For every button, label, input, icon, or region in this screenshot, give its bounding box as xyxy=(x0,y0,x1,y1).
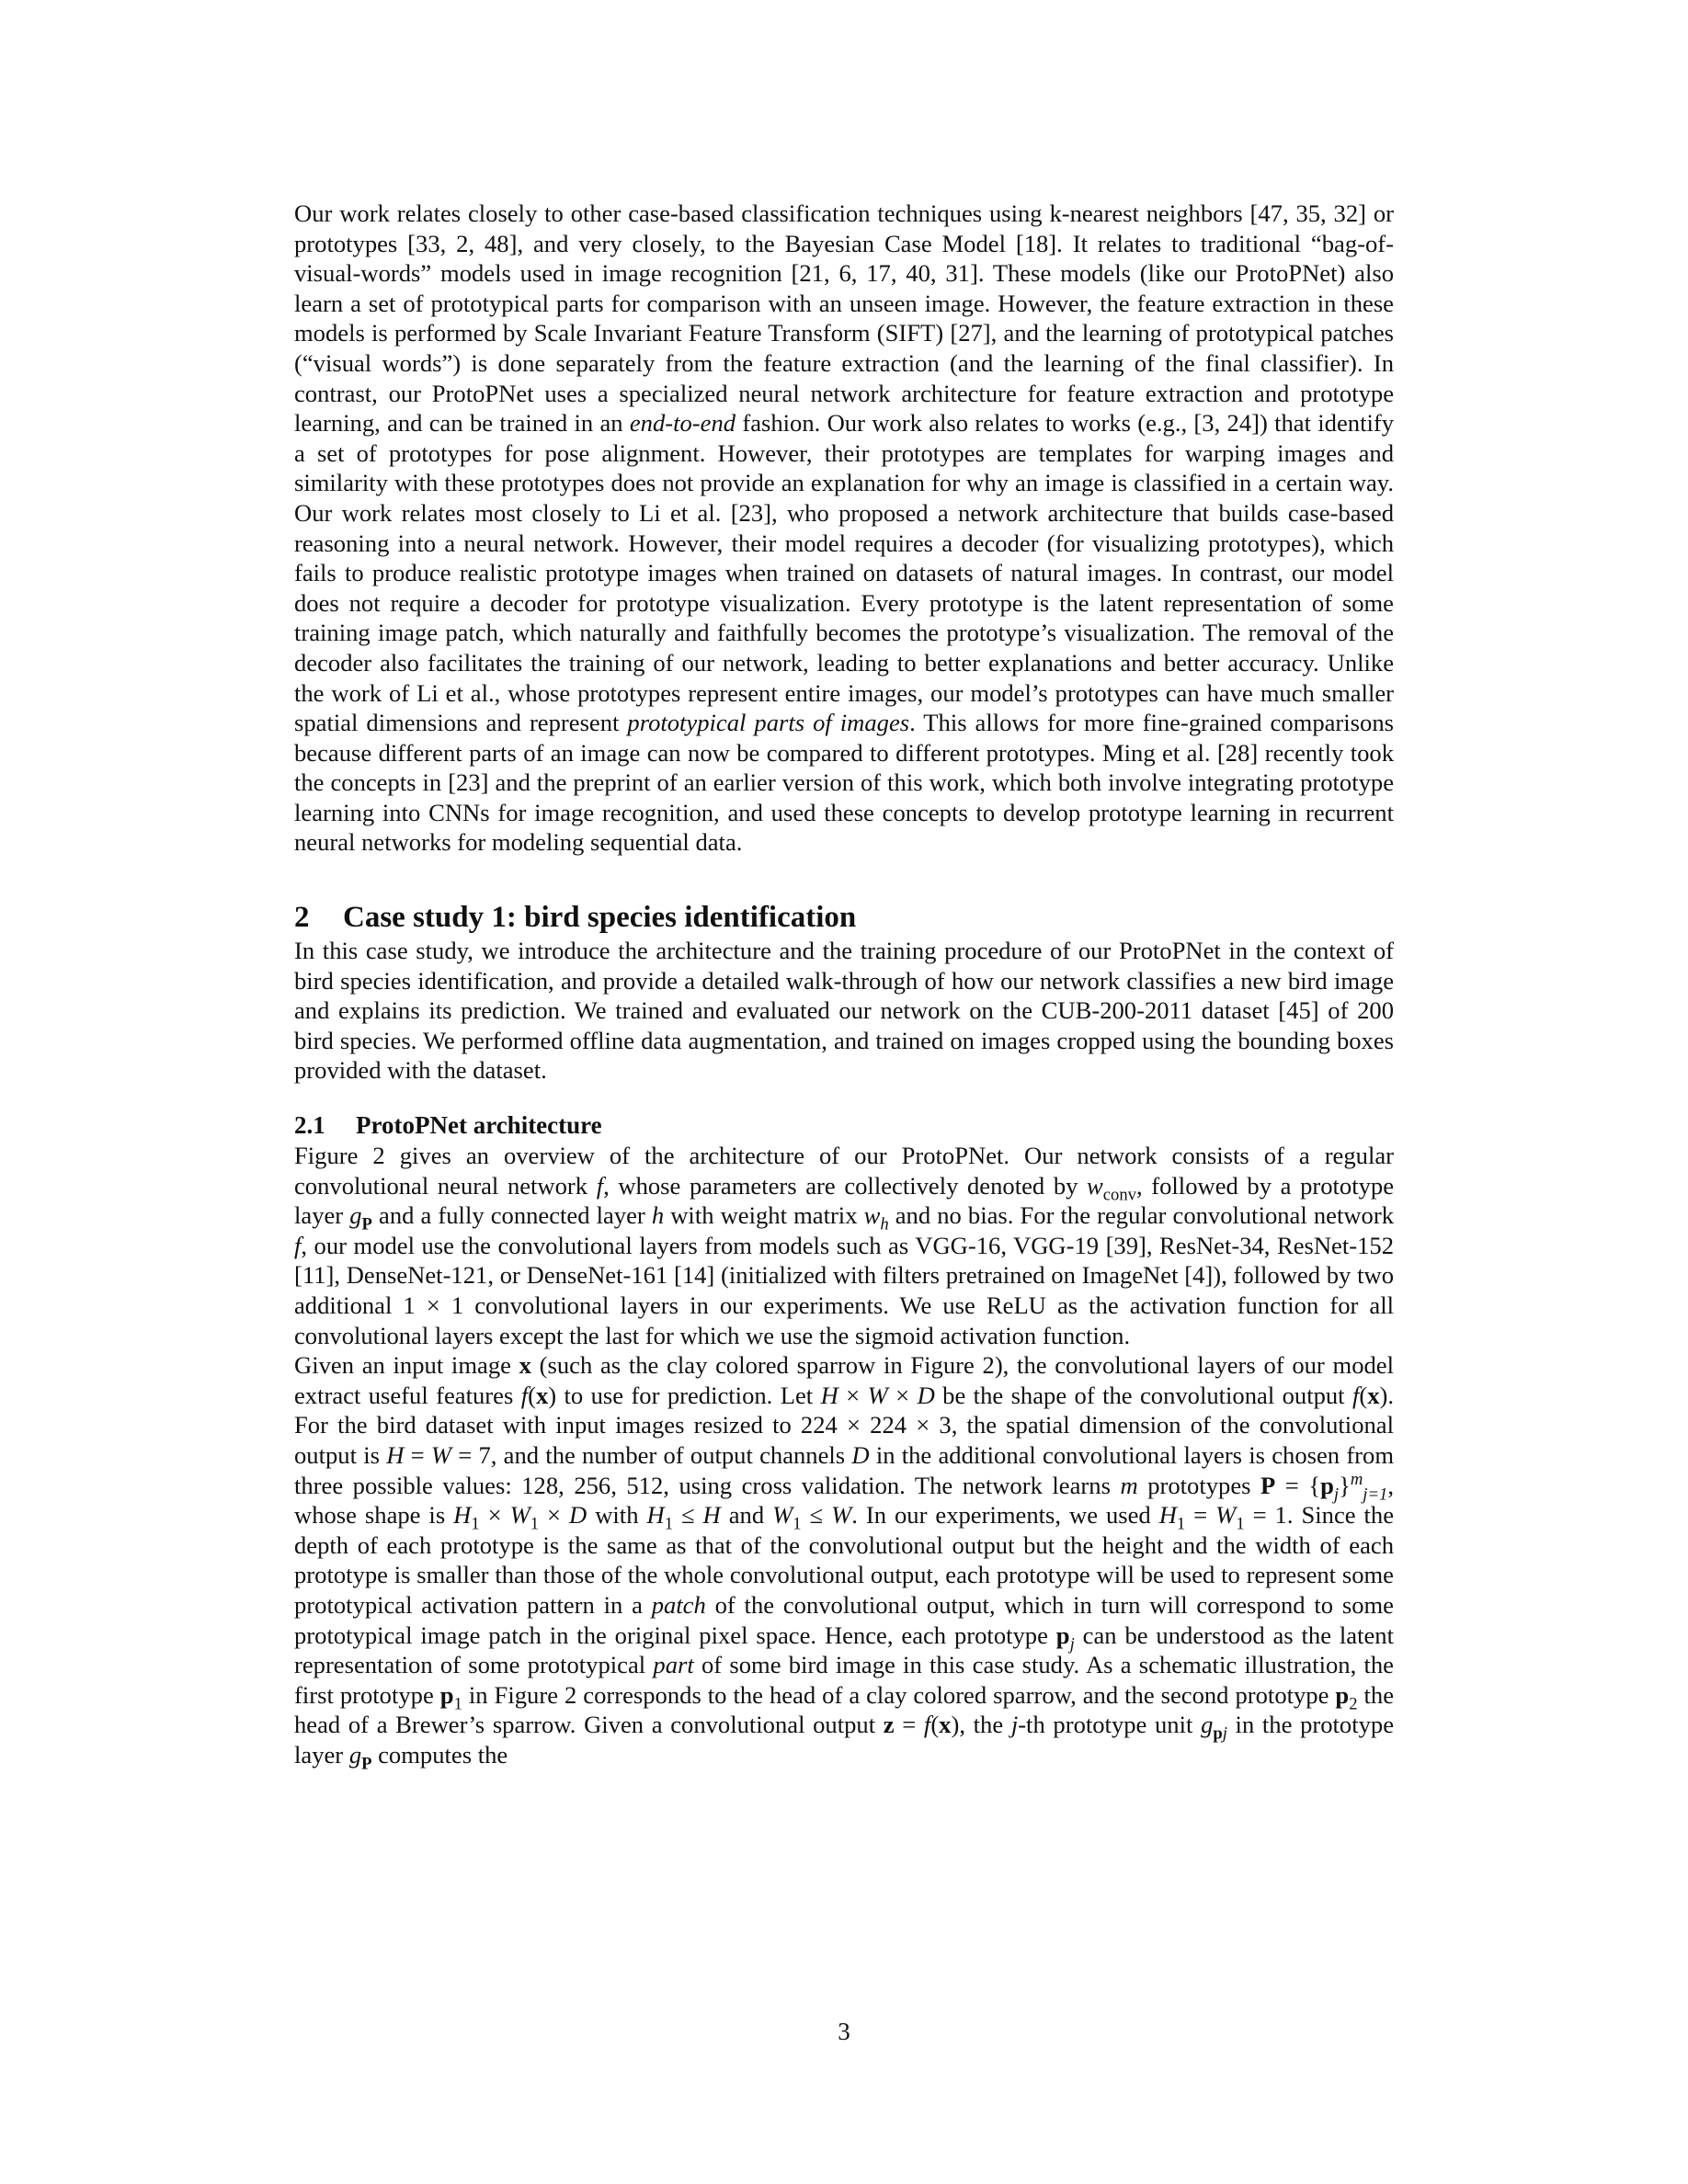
text-run: and a fully connected layer xyxy=(371,1201,652,1230)
text-run: fashion. Our work also relates to works (e.g., [3, 24]) that identify a set of prototypes for pose alignment. However, their prototypes are templates for warping images and similarity with these prototypes does not provide an explanation for why an image is classified in a certain way. Our work relates most closely to Li et al. [23], who proposed a network architecture that builds case-based reasoning into a neural network. However, their model requires a decoder (for visualizing prototypes), which fails to produce realistic prototype images when trained on datasets of natural images. In contrast, our model does not require a decoder for prototype visualization. Every prototype is the latent representation of some training image patch, which naturally and faithfully becomes the prototype’s visualization. The removal of the decoder also facilitates the training of our network, leading to better explanations and better accuracy. Unlike the work of Li et al., whose prototypes represent entire images, our model’s prototypes can have much smaller spatial dimensions and represent xyxy=(294,409,1394,737)
math-subscript: 2 xyxy=(1349,1694,1358,1714)
math-subscript: j=1 xyxy=(1363,1484,1388,1504)
math-subscript: 1 xyxy=(453,1694,462,1714)
math-symbol: f xyxy=(596,1171,604,1200)
text-run: ). For the bird dataset with input images resized to 224 × 224 × 3, the spatial dimension of the convolutional output is xyxy=(294,1381,1395,1469)
emphasis-text: prototypical parts of images xyxy=(627,709,910,737)
text-run: and xyxy=(720,1501,773,1530)
math-symbol: f xyxy=(294,1231,302,1259)
math-symbol: H xyxy=(453,1501,472,1530)
text-run: (such as the clay colored sparrow in Figure 2), the convolutional layers of our model extract useful features xyxy=(294,1351,1394,1409)
text-run: Given an input image xyxy=(294,1351,519,1380)
math-symbol: f xyxy=(520,1381,529,1409)
text-run: Figure 2 gives an overview of the architecture of our ProtoPNet. Our network consists of a regular convolutional neural network xyxy=(294,1142,1394,1200)
text-run: × xyxy=(539,1501,570,1530)
math-symbol: D xyxy=(917,1381,935,1409)
math-symbol: g xyxy=(348,1740,362,1769)
math-subscript: j xyxy=(1333,1484,1340,1504)
math-vector: p xyxy=(439,1680,454,1709)
text-run: prototypes xyxy=(1137,1471,1261,1499)
math-subscript: 1 xyxy=(1176,1514,1186,1534)
case-study-intro-paragraph xyxy=(294,936,1394,1086)
emphasis-text: patch xyxy=(651,1590,706,1619)
text-run: = xyxy=(404,1440,431,1469)
text-run: with xyxy=(587,1501,647,1530)
text-run: of the convolutional output, which in turn will correspond to some prototypical image patch in the original pixel space. Hence, each prototype xyxy=(294,1590,1394,1649)
text-run: of some bird image in this case study. As a schematic illustration, the first prototype xyxy=(294,1651,1394,1709)
text-run: } xyxy=(1339,1471,1351,1499)
text-run: ), the xyxy=(951,1711,1011,1739)
text-run: = 7, and the number of output channels xyxy=(451,1440,852,1469)
text-run: , followed by a prototype layer xyxy=(294,1171,1394,1230)
emphasis-text: part xyxy=(653,1651,694,1679)
math-symbol: W xyxy=(430,1440,452,1469)
math-subscript: 1 xyxy=(793,1514,802,1534)
math-symbol: m xyxy=(1120,1471,1138,1499)
math-symbol: H xyxy=(1158,1501,1177,1530)
text-run: , whose shape is xyxy=(294,1471,1394,1530)
section-heading xyxy=(294,899,1394,936)
text-run: in Figure 2 corresponds to the head of a clay colored sparrow, and the second prototype xyxy=(462,1680,1336,1709)
math-superscript: m xyxy=(1350,1469,1363,1489)
math-subscript: conv xyxy=(1102,1184,1136,1204)
text-run: , our model use the convolutional layers from models such as VGG-16, VGG-19 [39], ResNet-34, ResNet-152 [11], DenseNet-121, or DenseNet-161 [14] (initialized with filters pretrained on ImageNet [4]), followed by two additional 1 × 1 convolutional layers in our experiments. We use ReLU as the activation function for all convolutional layers except the last for which we use the sigmoid activation function. xyxy=(294,1231,1394,1349)
subsection-heading xyxy=(294,1109,1394,1141)
math-symbol: f xyxy=(923,1711,931,1739)
text-run: in the prototype layer xyxy=(294,1711,1394,1769)
architecture-detail-paragraph xyxy=(294,1350,1395,1774)
math-subscript: j xyxy=(1069,1633,1075,1654)
section-title: Case study 1: bird species identification xyxy=(343,901,857,935)
math-symbol: D xyxy=(569,1501,587,1530)
text-run: × xyxy=(838,1381,868,1409)
math-symbol: w xyxy=(863,1201,881,1230)
text-run: . In our experiments, we used xyxy=(851,1501,1159,1530)
text-run: in the additional convolutional layers is chosen from three possible values: 128, 256, 512, using cross validation. The network learns xyxy=(294,1440,1395,1499)
architecture-overview-paragraph xyxy=(294,1141,1394,1350)
text-run: = xyxy=(894,1711,924,1739)
math-symbol: H xyxy=(702,1501,721,1530)
math-vector: x xyxy=(939,1711,952,1739)
section-number: 2 xyxy=(294,901,310,935)
math-symbol: D xyxy=(851,1440,870,1469)
math-symbol: g xyxy=(349,1201,362,1230)
math-subscript: 1 xyxy=(471,1514,480,1534)
math-subscript: P xyxy=(361,1214,372,1234)
math-symbol: w xyxy=(1087,1171,1103,1200)
text-run: . This allows for more fine-grained comparisons because different parts of an image can now be compared to different prototypes. Ming et al. [28] recently took the concepts in [23] and the preprint of an earlier version of this work, which both involve integrating prototype learning into CNNs for image recognition, and used these concepts to develop prototype learning in recurrent neural networks for modeling sequential data. xyxy=(294,709,1394,857)
text-run: computes the xyxy=(371,1740,508,1769)
text-run: ) to use for prediction. Let xyxy=(548,1381,821,1409)
math-subscript: p xyxy=(1213,1723,1223,1744)
text-run: × xyxy=(479,1501,510,1530)
math-subscript: 1 xyxy=(664,1514,673,1534)
math-vector: z xyxy=(883,1711,895,1739)
math-subscript: P xyxy=(361,1754,372,1774)
emphasis-text: end-to-end xyxy=(629,409,736,438)
text-run: and no bias. For the regular convolutional network xyxy=(888,1201,1394,1230)
text-run: -th prototype unit xyxy=(1018,1711,1202,1739)
math-vector: P xyxy=(1260,1471,1276,1499)
paper-page-body xyxy=(294,199,1395,1774)
math-subscript: 1 xyxy=(1236,1514,1245,1534)
text-run: be the shape of the convolutional output xyxy=(934,1381,1352,1409)
page-number: 3 xyxy=(838,2018,850,2045)
math-vector: x xyxy=(519,1351,531,1380)
text-run: ( xyxy=(1359,1381,1368,1409)
math-symbol: H xyxy=(386,1440,405,1469)
math-symbol: g xyxy=(1201,1711,1214,1739)
math-symbol: j xyxy=(1010,1711,1019,1739)
math-vector: p xyxy=(1335,1680,1350,1709)
math-vector: p xyxy=(1055,1621,1070,1649)
text-run: = xyxy=(1185,1501,1216,1530)
math-subscript: j xyxy=(1222,1723,1227,1744)
text-run: with weight matrix xyxy=(664,1201,864,1230)
text-run: the head of a Brewer’s sparrow. Given a convolutional output xyxy=(294,1680,1395,1739)
math-symbol: h xyxy=(651,1201,665,1230)
text-run: , whose parameters are collectively denoted by xyxy=(603,1171,1088,1200)
math-symbol: W xyxy=(831,1501,852,1530)
text-run: ≤ xyxy=(673,1501,703,1530)
math-vector: x xyxy=(535,1381,549,1409)
subsection-title: ProtoPNet architecture xyxy=(356,1111,602,1140)
subsection-number: 2.1 xyxy=(294,1111,325,1140)
math-subscript: 1 xyxy=(530,1514,540,1534)
text-run: ≤ xyxy=(801,1501,832,1530)
text-run: can be understood as the latent representation of some prototypical xyxy=(294,1621,1394,1679)
text-run: = { xyxy=(1275,1471,1321,1499)
math-symbol: H xyxy=(646,1501,665,1530)
math-symbol: W xyxy=(1215,1501,1237,1530)
text-run: ( xyxy=(528,1381,536,1409)
math-symbol: W xyxy=(509,1501,530,1530)
text-run: ( xyxy=(930,1711,940,1739)
text-run: × xyxy=(887,1381,918,1409)
math-symbol: f xyxy=(1352,1381,1360,1409)
related-work-paragraph xyxy=(294,199,1394,858)
math-vector: x xyxy=(1367,1381,1380,1409)
math-symbol: W xyxy=(867,1381,888,1409)
math-vector: p xyxy=(1320,1471,1334,1499)
text-run: = 1. Since the depth of each prototype is the same as that of the convolutional output but the height and the width of each prototype is smaller than those of the whole convolutional output, each prototype will be used to represent some prototypical activation pattern in a xyxy=(294,1501,1395,1619)
math-subscript: h xyxy=(880,1214,889,1234)
text-run: Our work relates closely to other case-based classification techniques using k-nearest neighbors [47, 35, 32] or prototypes [33, 2, 48], and very closely, to the Bayesian Case Model [18]. It relates to traditional “bag-of-visual-words” models used in image recognition [21, 6, 17, 40, 31]. These models (like our ProtoPNet) also learn a set of prototypical parts for comparison with an unseen image. However, the feature extraction in these models is performed by Scale Invariant Feature Transform (SIFT) [27], and the learning of prototypical patches (“visual words”) is done separately from the feature extraction (and the learning of the final classifier). In contrast, our ProtoPNet uses a specialized neural network architecture for feature extraction and prototype learning, and can be trained in an xyxy=(294,199,1394,438)
text-run: In this case study, we introduce the architecture and the training procedure of our ProtoPNet in the context of bird species identification, and provide a detailed walk-through of how our network classifies a new bird image and explains its prediction. We trained and evaluated our network on the CUB-200-2011 dataset [45] of 200 bird species. We performed offline data augmentation, and trained on images cropped using the bounding boxes provided with the dataset. xyxy=(294,937,1394,1085)
math-symbol: W xyxy=(772,1501,793,1530)
math-symbol: H xyxy=(820,1381,838,1409)
